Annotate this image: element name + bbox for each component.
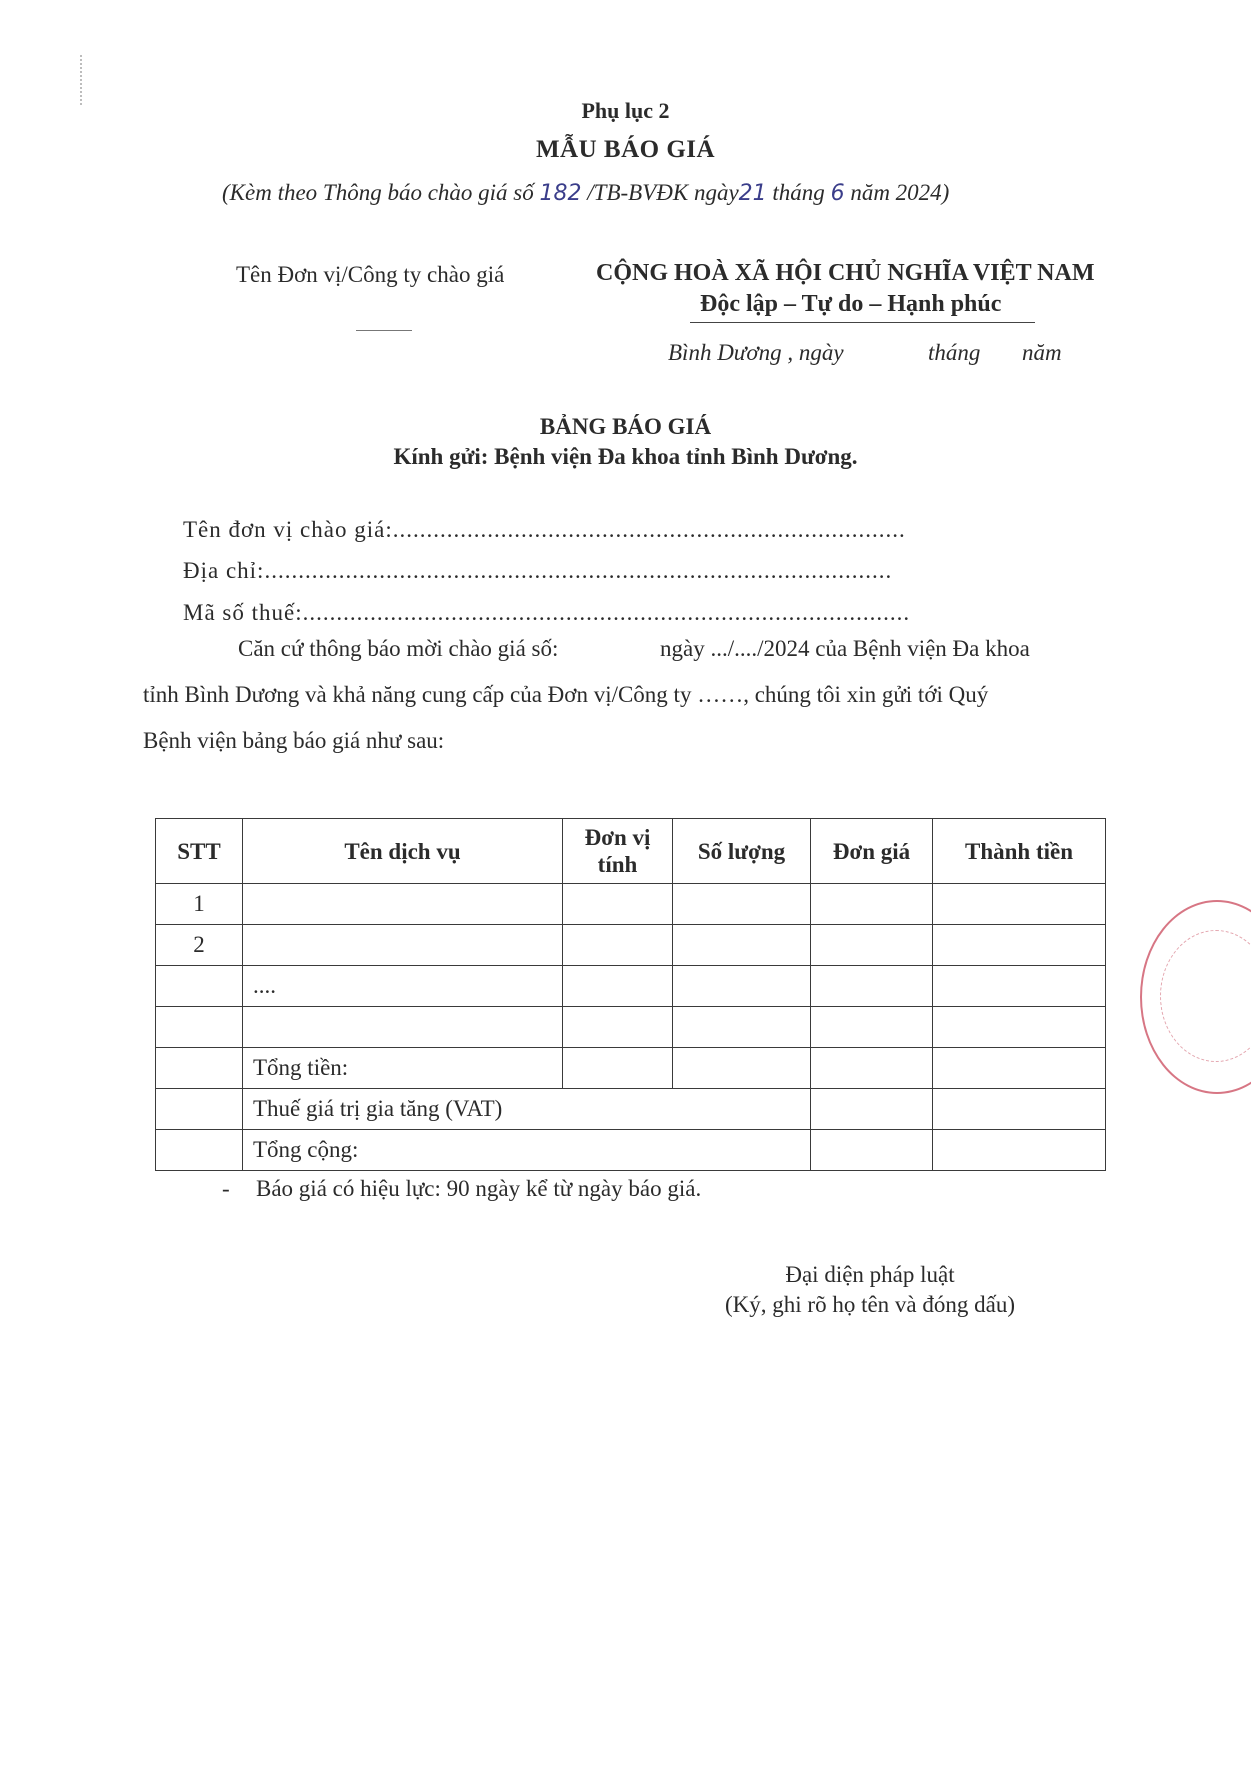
row-cell — [811, 966, 933, 1007]
company-underline — [356, 330, 412, 331]
table-row — [156, 966, 1106, 1007]
header-amount: Thành tiền — [933, 819, 1106, 884]
company-name-label: Tên Đơn vị/Công ty chào giá — [236, 262, 505, 287]
table-row — [156, 1007, 1106, 1048]
reference-month-word: tháng — [772, 180, 825, 205]
quote-table — [155, 818, 1106, 1171]
row-cell — [673, 966, 811, 1007]
place-date: Bình Dương , ngày — [668, 340, 844, 365]
row-service: .... — [243, 966, 563, 1007]
grand-total-label: Tổng cộng: — [243, 1130, 811, 1171]
date-month-word: tháng — [928, 340, 981, 365]
table-row — [156, 925, 1106, 966]
reference-prefix: (Kèm theo Thông báo chào giá số — [222, 180, 534, 205]
grand-total-row — [156, 1130, 1106, 1171]
row-cell — [563, 925, 673, 966]
body-line-3: Bệnh viện bảng báo giá như sau: — [143, 728, 445, 753]
row-cell — [811, 1048, 933, 1089]
address-field: Địa chỉ:............................................................................................. — [183, 558, 893, 583]
validity-bullet: - — [222, 1176, 230, 1201]
addressee: Kính gửi: Bệnh viện Đa khoa tỉnh Bình Dương. — [393, 444, 858, 469]
row-cell — [933, 925, 1106, 966]
header-unit: Đơn vị tính — [563, 819, 673, 884]
row-cell — [811, 884, 933, 925]
row-stt: 1 — [156, 884, 243, 925]
row-cell — [673, 1048, 811, 1089]
row-cell — [563, 884, 673, 925]
motto-underline — [690, 322, 1035, 323]
signature-role: Đại diện pháp luật — [785, 1262, 955, 1287]
body-line-1b: ngày .../..../2024 của Bệnh viện Đa khoa — [660, 636, 1030, 661]
header-unit-price: Đơn giá — [811, 819, 933, 884]
body-line-1a: Căn cứ thông báo mời chào giá số: — [238, 636, 559, 661]
row-cell — [933, 1089, 1106, 1130]
row-service — [243, 884, 563, 925]
vat-label: Thuế giá trị gia tăng (VAT) — [243, 1089, 811, 1130]
reference-day: 21 — [738, 181, 767, 206]
body-line-2: tỉnh Bình Dương và khả năng cung cấp của Đơn vị/Công ty ……, chúng tôi xin gửi tới Quý — [143, 682, 989, 707]
row-cell — [811, 925, 933, 966]
row-cell — [673, 925, 811, 966]
row-cell — [933, 1048, 1106, 1089]
table-header-row — [156, 819, 1106, 884]
row-cell — [673, 884, 811, 925]
reference-suffix: năm 2024) — [850, 180, 950, 205]
row-cell — [811, 1130, 933, 1171]
row-cell — [563, 1007, 673, 1048]
reference-line — [222, 180, 949, 206]
unit-name-field: Tên đơn vị chào giá:............................................................................ — [183, 517, 906, 542]
row-stt — [156, 1007, 243, 1048]
header-service-name: Tên dịch vụ — [243, 819, 563, 884]
appendix-label: Phụ lục 2 — [581, 98, 670, 123]
reference-mid: /TB-BVĐK ngày — [587, 180, 739, 205]
motto: Độc lập – Tự do – Hạnh phúc — [700, 291, 1002, 317]
nation-heading: CỘNG HOÀ XÃ HỘI CHỦ NGHĨA VIỆT NAM — [596, 260, 1095, 286]
tax-code-field: Mã số thuế:.......................................................................................... — [183, 600, 911, 625]
row-stt — [156, 966, 243, 1007]
vat-row — [156, 1089, 1106, 1130]
row-cell — [933, 1007, 1106, 1048]
signature-instruction: (Ký, ghi rõ họ tên và đóng dấu) — [725, 1292, 1015, 1317]
header-stt: STT — [156, 819, 243, 884]
row-cell — [156, 1130, 243, 1171]
date-year-word: năm — [1022, 340, 1062, 365]
reference-number: 182 — [539, 181, 582, 206]
row-cell — [673, 1007, 811, 1048]
validity-note: Báo giá có hiệu lực: 90 ngày kể từ ngày báo giá. — [256, 1176, 702, 1201]
row-cell — [933, 966, 1106, 1007]
form-title: MẪU BÁO GIÁ — [535, 136, 716, 163]
row-cell — [156, 1048, 243, 1089]
row-cell — [156, 1089, 243, 1130]
table-row — [156, 884, 1106, 925]
total-label: Tổng tiền: — [243, 1048, 563, 1089]
row-cell — [563, 966, 673, 1007]
row-stt: 2 — [156, 925, 243, 966]
reference-month: 6 — [830, 181, 845, 206]
quote-title: BẢNG BÁO GIÁ — [539, 414, 712, 439]
row-cell — [811, 1089, 933, 1130]
header-quantity: Số lượng — [673, 819, 811, 884]
row-service — [243, 925, 563, 966]
row-cell — [811, 1007, 933, 1048]
row-cell — [933, 884, 1106, 925]
row-cell — [563, 1048, 673, 1089]
row-cell — [933, 1130, 1106, 1171]
row-service — [243, 1007, 563, 1048]
total-row — [156, 1048, 1106, 1089]
